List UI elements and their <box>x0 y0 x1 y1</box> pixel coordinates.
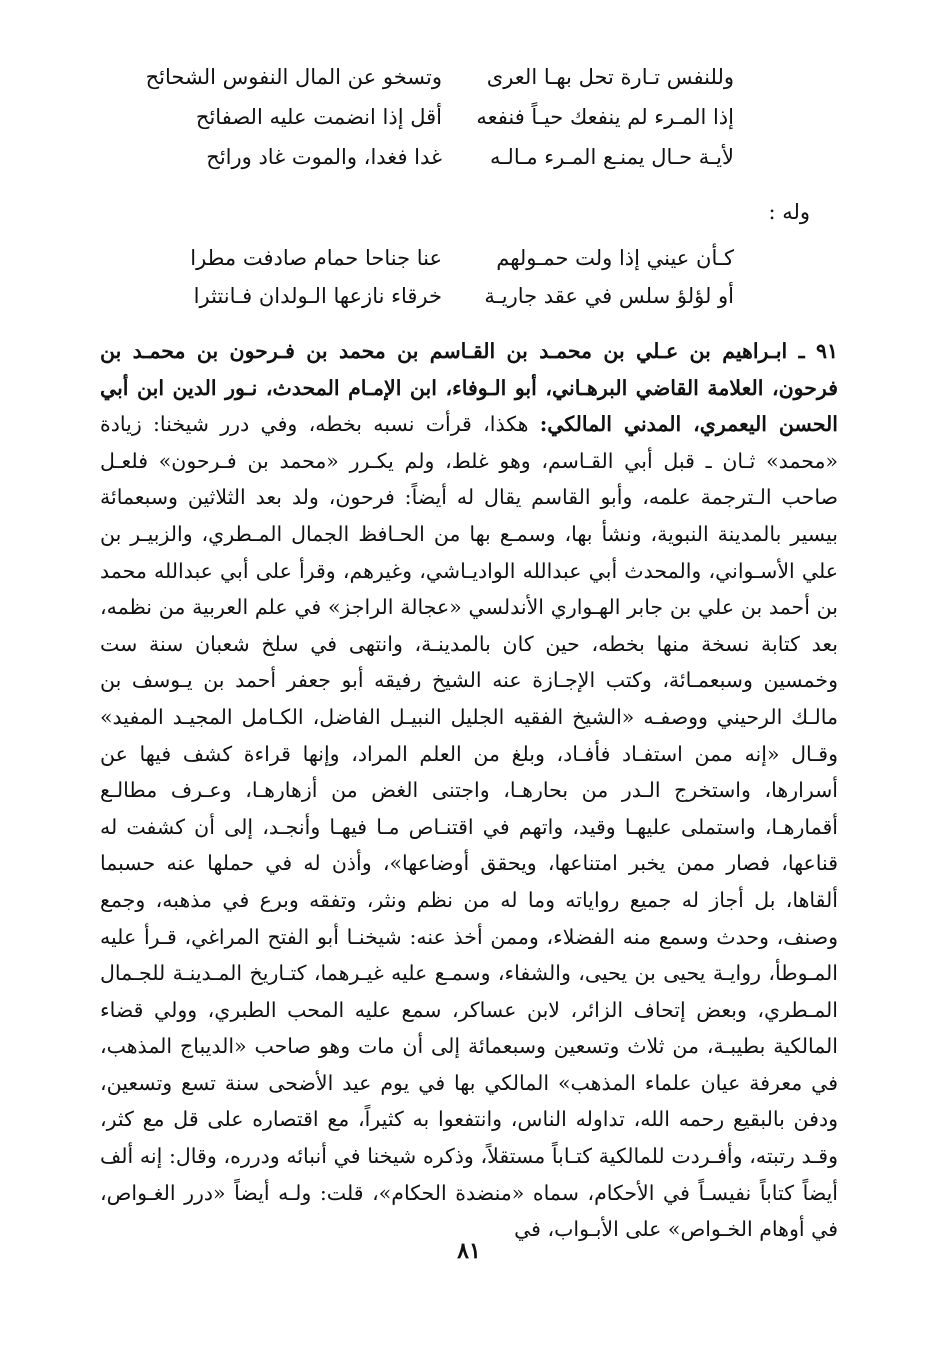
poem1-line3-hemistich-1: لأيـة حـال يمنـع المـرء مـالـه <box>490 145 734 169</box>
poem1-line1-hemistich-1: وللنفس تـارة تحل بهـا العرى <box>486 65 734 89</box>
entry-body: هكذا، قرأت نسبه بخطه، وفي درر شيخنا: زيادة «محمد» ثـان ـ قبل أبي القـاسم، وهو غلط، ولم يكـرر «محمد بن فـرحون» فلعـل صاحب الـترجمة علمه، وأبو القاسم يقال له أيضاً: فرحون، ولد بعد الثلاثين وسبعمائة بيسير بالمدينة النبوية، ونشأ بها، وسمـع بها من الحـافظ الجمال المـطري، والزبيـر بن علي الأسـواني، والمحدث أبي عبدالله الواديـاشي، وغيرهم، وقرأ على أبي عبدالله محمد بن أحمد بن علي بن جابر الهـواري الأندلسي «عجالة الراجز» في علم العربية من نظمه، بعد كتابة نسخة منها بخطه، حين كان بالمدينـة، وانتهى في سلخ شعبان سنة ست وخمسين وسبعمـائة، وكتب الإجـازة عنه الشيخ رفيقه أبو جعفر أحمد بن يـوسف بن مالـك الرحيني ووصفـه «الشيخ الفقيه الجليل النبيـل الفاضل، الكـامل المجيـد المفيد» وقـال «إنه ممن استفـاد فأفـاد، وبلغ من العلم المراد، وإنها قراءة كشف فيها عن أسرارها، واستخرج الـدر من بحارهـا، واجتنى الغض من أزهارهـا، وعـرف مطالـع أقمارهـا، واستملى عليهـا وقيد، واتهم في اقتنـاص مـا فيهـا وأنجـد، إلى أن كشفت له قناعها، فصار ممن يخبر امتناعها، ويحقق أوضاعها»، وأذن له في حملها عنه حسبما ألقاها، بل أجاز له جميع رواياته وما له من نظم ونثر، وتفقه وبرع في مذهبه، وجمع وصنف، وحدث وسمع منه الفضلاء، وممن أخذ عنه: شيخنـا أبو الفتح المراغي، قـرأ عليه المـوطأ، روايـة يحيى بن يحيى، والشفاء، وسمـع عليه غيـرهما، كتـاريخ المـدينـة للجـمال المـطري، وبعض إتحاف الزائر، لابن عساكر، سمع عليه المحب الطبري، وولي قضاء المالكية بطيبـة، من ثلاث وتسعين وسبعمائة إلى أن مات وهو صاحب «الديباج المذهب، في معرفة عيان علماء المذهب» المالكي بها في يوم عيد الأضحى سنة تسع وتسعين، ودفن بالبقيع رحمه الله، تداوله الناس، وانتفعوا به كثيراً، مع اقتصاره على قل مع كثر، وقـد رتبته، وأفـردت للمالكية كتـاباً مستقلاً، وذكره شيخنا في أنبائه ودرره، وقال: إنه ألف أيضاً كتاباً نفيسـاً في الأحكام، سماه «منضدة الحكام»، قلت: ولـه أيضاً «درر الغـواص، في أوهام الخـواص» على الأبـواب، في <box>100 412 838 1242</box>
page-number: ٨١ <box>457 1238 481 1264</box>
poem2-line1-hemistich-2: عنا جناحا حمام صادفت مطرا <box>190 246 442 270</box>
poem2-line2-hemistich-1: أو لؤلؤ سلس في عقد جاريـة <box>484 284 734 308</box>
poem1-line2-hemistich-1: إذا المـرء لم ينفعك حيـاً فنفعه <box>476 105 734 129</box>
poem2-line1-hemistich-1: كـأن عيني إذا ولت حمـولهم <box>496 246 734 270</box>
poem2-line2-hemistich-2: خرقاء نازعها الـولدان فـانتثرا <box>193 284 442 308</box>
poem1-line2-hemistich-2: أقل إذا انضمت عليه الصفائح <box>195 105 442 129</box>
poem1-line1-hemistich-2: وتسخو عن المال النفوس الشحائح <box>145 65 442 89</box>
entry-heading: ٩١ ـ ابـراهيم بن عـلي بن محمـد بن القـاسم بن محمد بن فـرحون بن محمـد بن فرحون، العلامة القاضي البرهـاني، أبو الـوفاء، ابن الإمـام المحدث، نـور الدين ابن أبي الحسن اليعمري، المدني المالكي: <box>100 339 838 437</box>
poem1-line3-hemistich-2: غدا فغدا، والموت غاد ورائح <box>206 145 442 169</box>
biography-entry <box>100 333 838 1248</box>
verse-intro-label: وله : <box>768 200 810 224</box>
